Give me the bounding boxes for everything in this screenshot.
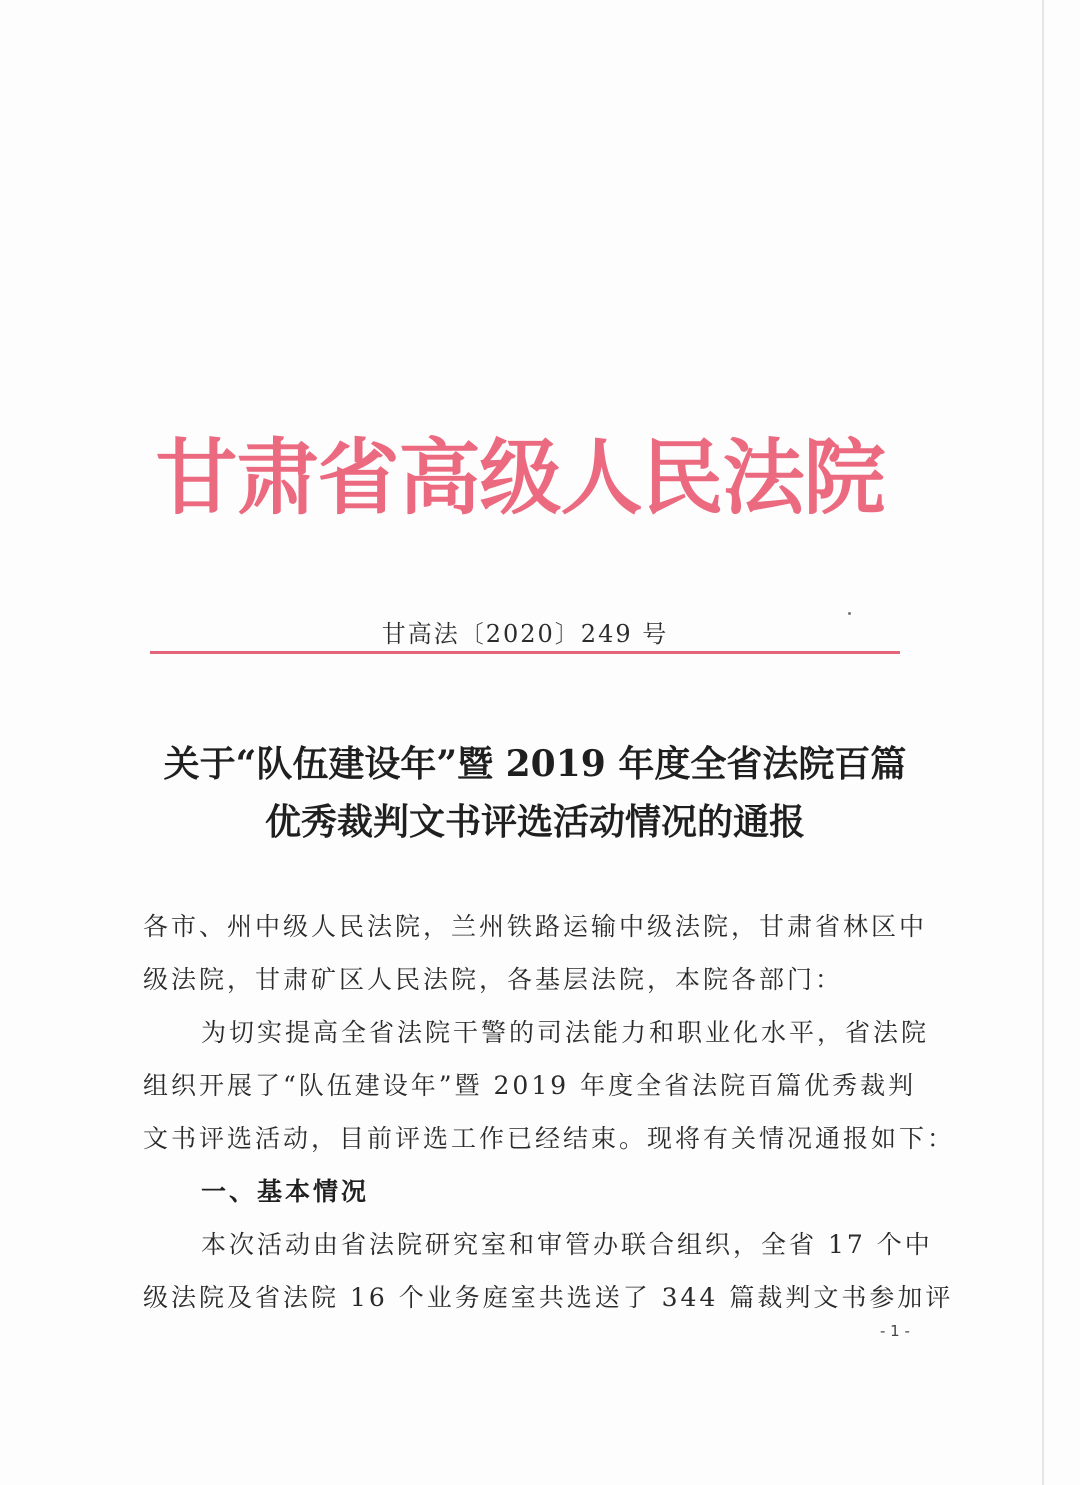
page-number: - 1 - <box>880 1322 910 1340</box>
document-number: 甘高法〔2020〕249 号 <box>381 620 669 648</box>
document-title <box>120 735 950 851</box>
paragraph-2-line-1: 本次活动由省法院研究室和审管办联合组织，全省 17 个中 <box>201 1230 933 1259</box>
paragraph-1-line-2: 组织开展了“队伍建设年”暨 2019 年度全省法院百篇优秀裁判 <box>143 1071 917 1100</box>
document-body <box>143 900 956 1324</box>
title-line-2: 优秀裁判文书评选活动情况的通报 <box>264 801 805 843</box>
red-separator-line <box>150 651 900 654</box>
paragraph-1-line-3: 文书评选活动，目前评选工作已经结束。现将有关情况通报如下： <box>143 1124 956 1153</box>
addressee-line-1: 各市、州中级人民法院，兰州铁路运输中级法院，甘肃省林区中 <box>143 912 928 941</box>
paragraph-2-line-2: 级法院及省法院 16 个业务庭室共选送了 344 篇裁判文书参加评 <box>143 1283 954 1312</box>
section-heading-1: 一、基本情况 <box>201 1177 370 1206</box>
paragraph-1-line-1: 为切实提高全省法院干警的司法能力和职业化水平，省法院 <box>201 1018 930 1047</box>
addressee-line-2: 级法院，甘肃矿区人民法院，各基层法院，本院各部门： <box>143 965 844 994</box>
issuer-masthead: 甘肃省高级人民法院 <box>155 430 885 526</box>
title-line-1: 关于“队伍建设年”暨 2019 年度全省法院百篇 <box>163 743 907 785</box>
scan-speck <box>848 612 851 615</box>
scan-edge-shadow <box>1042 0 1044 1485</box>
